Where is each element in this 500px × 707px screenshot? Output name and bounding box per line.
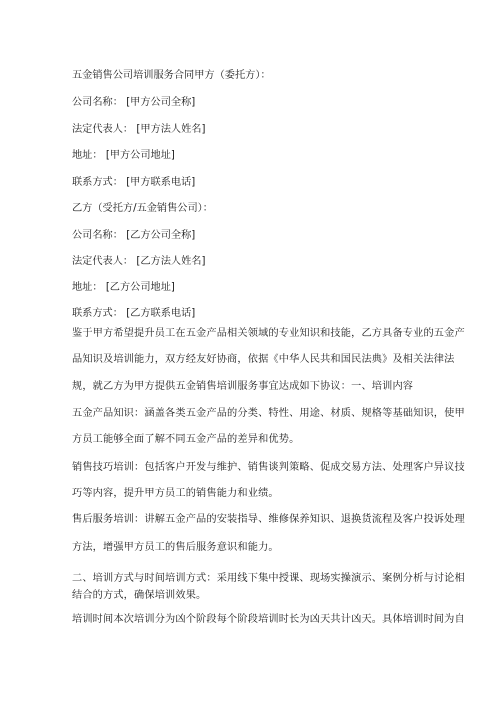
training-time-line: 培训时间本次培训分为凶个阶段每个阶段培训时长为凶天共计凶天。具体培训时间为自 <box>72 614 465 625</box>
contract-heading: 五金销售公司培训服务合同甲方（委托方）： <box>72 70 271 81</box>
party-b-rep-label: 法定代表人： <box>72 256 134 267</box>
party-a-address-label: 地址： <box>72 150 103 161</box>
party-b-contact-value: [乙方联系电话] <box>126 308 196 319</box>
party-b-company-value: [乙方公司全称] <box>126 230 196 241</box>
content-3-line-1: 售后服务培训：讲解五金产品的安装指导、维修保养知识、退换货流程及客户投诉处理 <box>72 514 465 525</box>
party-b-company <box>72 229 195 243</box>
section-2-line-1: 二、培训方式与时间培训方式：采用线下集中授课、现场实操演示、案例分析与讨论相 <box>72 573 465 584</box>
party-a-address <box>72 149 175 163</box>
party-b-rep-value: [乙方法人姓名] <box>136 256 206 267</box>
party-a-rep-label: 法定代表人： <box>72 124 134 135</box>
party-a-contact-value: [甲方联系电话] <box>126 177 196 188</box>
party-b-address-value: [乙方公司地址] <box>105 282 175 293</box>
preamble-line-2: 品知识及培训能力，双方经友好协商，依据《中华人民共和国民法典》及相关法律法 <box>72 354 455 365</box>
party-b-address-label: 地址： <box>72 282 103 293</box>
party-a-company-value: [甲方公司全称] <box>126 97 196 108</box>
party-b-contact <box>72 307 195 321</box>
content-1-line-2: 方员工能够全面了解不同五金产品的差异和优势。 <box>72 434 300 445</box>
content-2-line-1: 销售技巧培训：包括客户开发与维护、销售谈判策略、促成交易方法、处理客户异议技 <box>72 462 465 473</box>
party-b-heading: 乙方（受托方/五金销售公司）： <box>72 203 213 214</box>
content-3-line-2: 方法，增强甲方员工的售后服务意识和能力。 <box>72 542 279 553</box>
preamble-line-1: 鉴于甲方希望提升员工在五金产品相关领域的专业知识和技能，乙方具备专业的五金产 <box>72 328 465 339</box>
party-a-rep-value: [甲方法人姓名] <box>136 124 206 135</box>
party-a-rep <box>72 123 205 137</box>
party-b-contact-label: 联系方式： <box>72 308 123 319</box>
section-2-line-2: 结合的方式，确保培训效果。 <box>72 590 207 601</box>
preamble-line-3: 规，就乙方为甲方提供五金销售培训服务事宜达成如下协议：一、培训内容 <box>72 381 414 392</box>
party-a-company <box>72 96 195 110</box>
content-2-line-2: 巧等内容，提升甲方员工的销售能力和业绩。 <box>72 488 279 499</box>
party-a-address-value: [甲方公司地址] <box>105 150 175 161</box>
party-a-contact-label: 联系方式： <box>72 177 123 188</box>
party-b-address <box>72 281 175 295</box>
party-b-company-label: 公司名称： <box>72 230 123 241</box>
party-a-contact <box>72 176 195 190</box>
party-b-rep <box>72 255 205 269</box>
party-a-company-label: 公司名称： <box>72 97 123 108</box>
content-1-line-1: 五金产品知识：涵盖各类五金产品的分类、特性、用途、材质、规格等基础知识，使甲 <box>72 408 465 419</box>
